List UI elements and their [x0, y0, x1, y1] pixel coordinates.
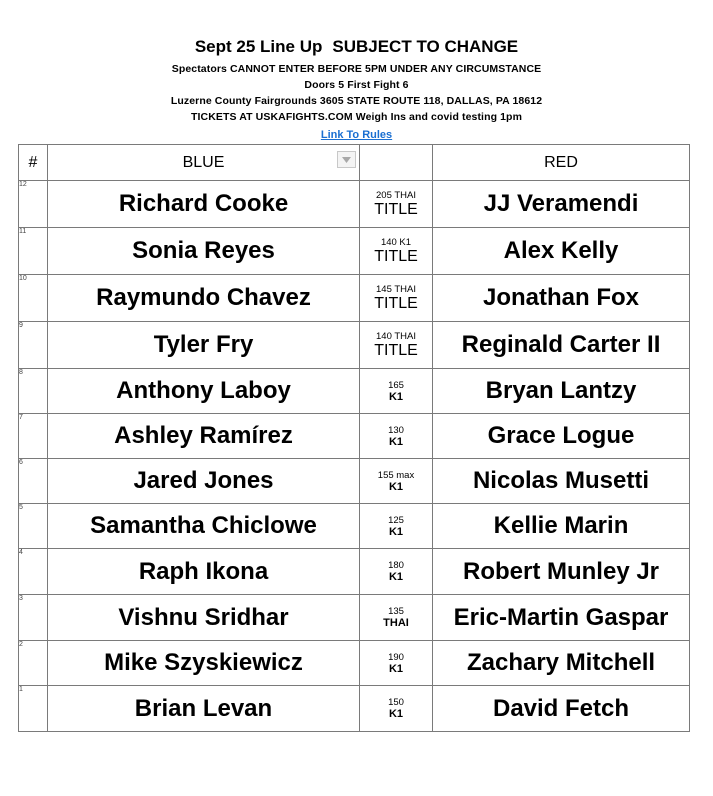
bout-row [19, 369, 690, 414]
weight-division [360, 641, 433, 686]
bout-row [19, 641, 690, 686]
weight-class: 180 [388, 560, 404, 571]
blue-fighter: Brian Levan [48, 686, 360, 732]
title-date: Sept 25 Line Up [194, 37, 323, 56]
bout-row [19, 228, 690, 275]
bout-type: K1 [388, 525, 404, 538]
bout-number: 10 [19, 275, 48, 322]
blue-fighter: Mike Szyskiewicz [48, 641, 360, 686]
bout-row [19, 322, 690, 369]
red-fighter: Nicolas Musetti [433, 459, 690, 504]
weight-class: 130 [388, 424, 404, 436]
weight-class: 155 max [377, 469, 415, 481]
bout-row [19, 275, 690, 322]
blue-fighter: Raymundo Chavez [48, 275, 360, 322]
bout-row [19, 414, 690, 459]
bout-number: 3 [19, 595, 48, 641]
bout-number: 8 [19, 369, 48, 414]
bout-type: TITLE [374, 342, 418, 359]
weight-class: 205 THAI [376, 190, 416, 201]
bout-type: K1 [388, 708, 404, 720]
division-column-header [360, 145, 433, 181]
blue-fighter: Tyler Fry [48, 322, 360, 369]
title-notice: SUBJECT TO CHANGE [332, 37, 519, 56]
weight-division [360, 369, 433, 414]
blue-fighter: Samantha Chiclowe [48, 504, 360, 549]
weight-class: 140 THAI [376, 331, 416, 342]
red-fighter: Zachary Mitchell [433, 641, 690, 686]
blue-fighter: Vishnu Sridhar [48, 595, 360, 641]
tickets-info: TICKETS AT USKAFIGHTS.COM Weigh Ins and covid testing 1pm [190, 111, 523, 123]
bout-number: 12 [19, 181, 48, 228]
weight-class: 140 K1 [380, 237, 412, 248]
bout-number: 2 [19, 641, 48, 686]
weight-class: 150 [388, 697, 404, 708]
bout-number: 11 [19, 228, 48, 275]
red-fighter: Kellie Marin [433, 504, 690, 549]
weight-division [360, 181, 433, 228]
lineup-rows [19, 181, 690, 732]
page-title [0, 36, 713, 58]
bout-type: TITLE [374, 248, 418, 265]
red-fighter: Eric-Martin Gaspar [433, 595, 690, 641]
weight-division [360, 686, 433, 732]
spectator-notice: Spectators CANNOT ENTER BEFORE 5PM UNDER ANY CIRCUMSTANCE [171, 63, 542, 75]
weight-division [360, 275, 433, 322]
red-fighter: Grace Logue [433, 414, 690, 459]
blue-column-label: BLUE [182, 153, 225, 171]
red-fighter: Alex Kelly [433, 228, 690, 275]
weight-class: 145 THAI [376, 284, 416, 295]
red-fighter: Jonathan Fox [433, 275, 690, 322]
bout-number: 9 [19, 322, 48, 369]
bout-number: 4 [19, 549, 48, 595]
doors-time: Doors 5 First Fight 6 [304, 79, 409, 91]
red-fighter: David Fetch [433, 686, 690, 732]
table-header-row [19, 145, 690, 181]
bout-type: K1 [388, 662, 404, 675]
venue-address: Luzerne County Fairgrounds 3605 STATE ROUTE 118, DALLAS, PA 18612 [170, 95, 543, 107]
bout-row [19, 549, 690, 595]
bout-type: K1 [388, 435, 404, 448]
number-column-header: # [19, 145, 48, 181]
weight-class: 165 [388, 379, 404, 391]
bout-number: 5 [19, 504, 48, 549]
bout-number: 7 [19, 414, 48, 459]
weight-division [360, 322, 433, 369]
weight-division [360, 228, 433, 275]
bout-row [19, 595, 690, 641]
bout-row [19, 504, 690, 549]
blue-fighter: Sonia Reyes [48, 228, 360, 275]
chevron-down-icon [342, 157, 351, 163]
bout-number: 1 [19, 686, 48, 732]
red-fighter: Robert Munley Jr [433, 549, 690, 595]
bout-type: THAI [383, 617, 409, 629]
weight-division [360, 414, 433, 459]
bout-type: TITLE [374, 295, 418, 312]
red-fighter: Reginald Carter II [433, 322, 690, 369]
filter-dropdown-button[interactable] [337, 151, 356, 168]
weight-division [360, 549, 433, 595]
page-header [0, 36, 713, 143]
blue-fighter: Jared Jones [48, 459, 360, 504]
bout-number: 6 [19, 459, 48, 504]
red-column-header: RED [433, 145, 690, 181]
weight-class: 125 [388, 514, 404, 526]
rules-link[interactable]: Link To Rules [320, 129, 393, 141]
bout-row [19, 686, 690, 732]
bout-type: K1 [388, 390, 404, 403]
lineup-table [18, 144, 690, 732]
blue-fighter: Anthony Laboy [48, 369, 360, 414]
bout-row [19, 459, 690, 504]
blue-fighter: Ashley Ramírez [48, 414, 360, 459]
bout-row [19, 181, 690, 228]
weight-class: 190 [388, 651, 404, 663]
blue-column-header [48, 145, 360, 181]
bout-type: TITLE [374, 201, 418, 218]
weight-division [360, 459, 433, 504]
red-fighter: JJ Veramendi [433, 181, 690, 228]
weight-division [360, 504, 433, 549]
blue-fighter: Raph Ikona [48, 549, 360, 595]
blue-fighter: Richard Cooke [48, 181, 360, 228]
bout-type: K1 [388, 480, 404, 493]
weight-class: 135 [388, 606, 404, 617]
bout-type: K1 [388, 571, 404, 583]
weight-division [360, 595, 433, 641]
red-fighter: Bryan Lantzy [433, 369, 690, 414]
